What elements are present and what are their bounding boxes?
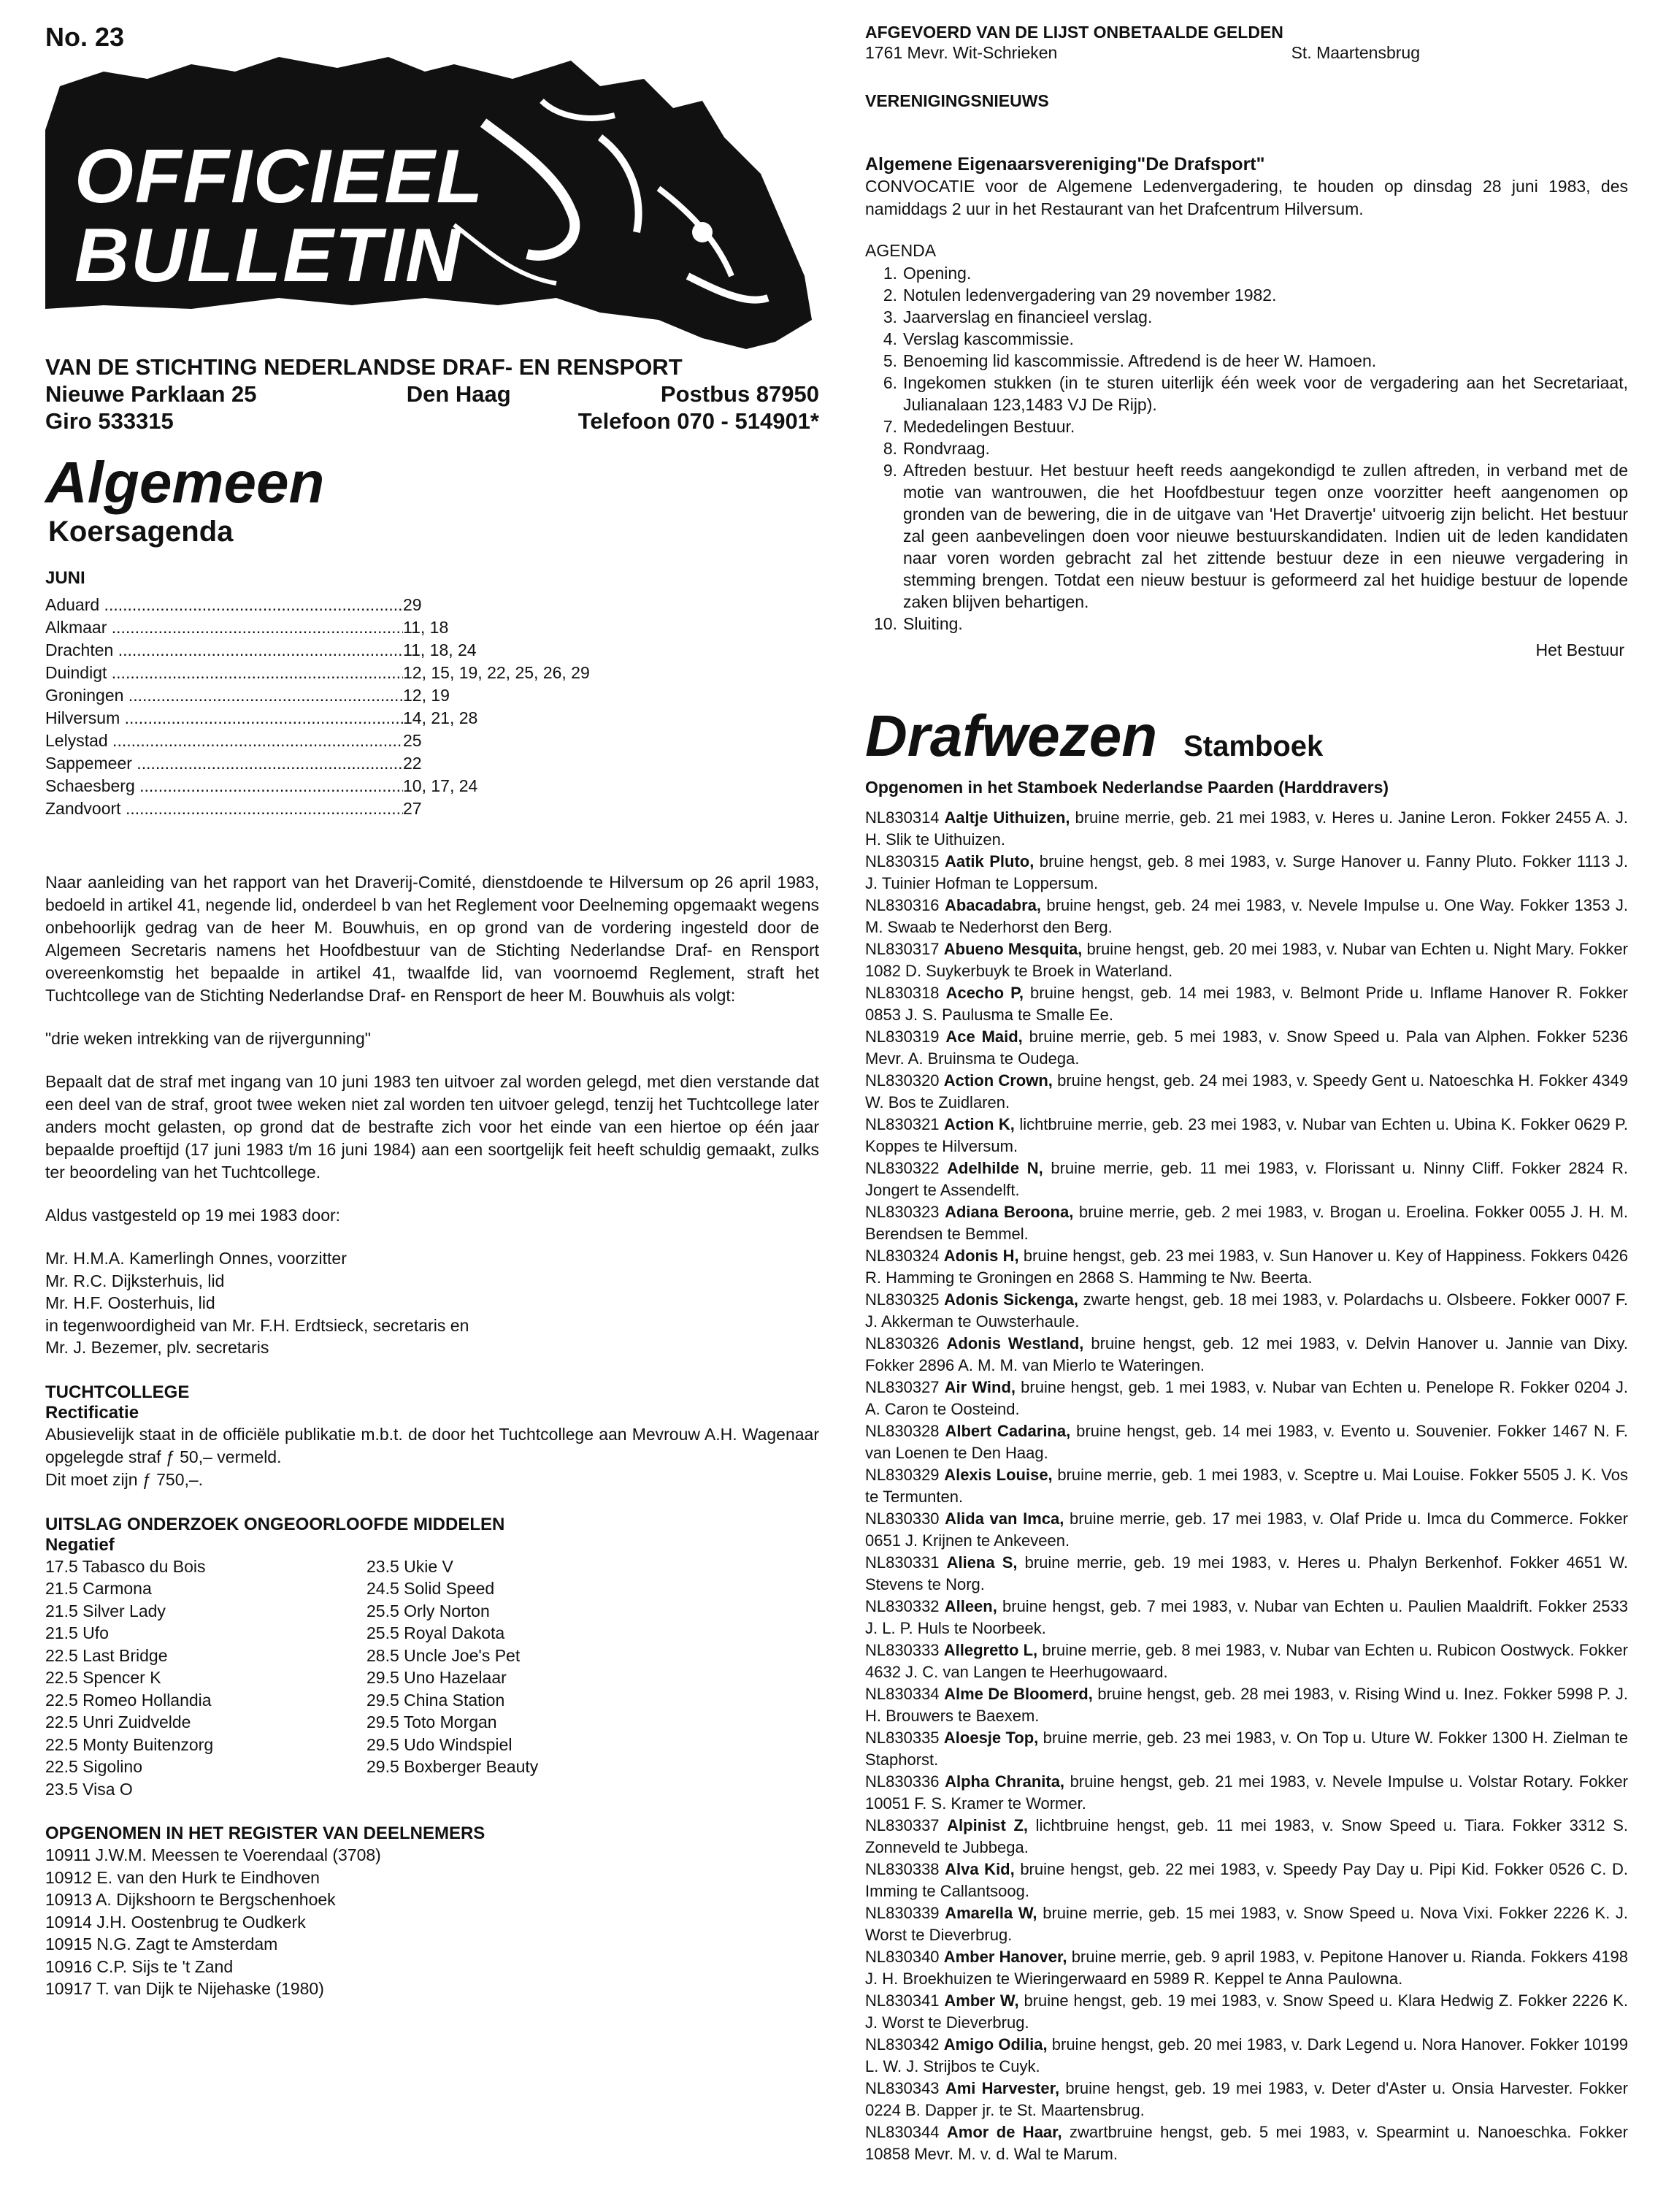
entry-text: bruine hengst, geb. 22 mei 1983, v. Speedy Pay Day u. Pipi Kid. Fokker 0526 C. D. Imming te Callantsoog.: [865, 1860, 1628, 1900]
agenda-item-number: 4.: [883, 329, 897, 348]
agenda-item-text: Verslag kascommissie.: [903, 329, 1074, 348]
stamboek-entry: [865, 1157, 1628, 1201]
agenda-title: AGENDA: [865, 241, 937, 260]
org-block: [45, 353, 819, 435]
uitslag-title: UITSLAG ONDERZOEK ONGEOORLOOFDE MIDDELEN: [45, 1514, 505, 1534]
org-phone: Telefoon 070 - 514901*: [577, 408, 819, 434]
agenda-row: [45, 707, 819, 730]
entry-text: lichtbruine merrie, geb. 23 mei 1983, v. Nubar van Echten u. Ubina K. Fokker 0629 P. Koppes te Hilversum.: [865, 1115, 1628, 1155]
agenda-item-text: Rondvraag.: [903, 439, 990, 458]
tucht-subtitle: Rectificatie: [45, 1402, 139, 1423]
entry-code: NL830329: [865, 1466, 945, 1484]
uitslag-item: 22.5 Last Bridge: [45, 1645, 168, 1665]
entry-name: Amigo Odilia,: [943, 2035, 1048, 2054]
register-item: 10917 T. van Dijk te Nijehaske (1980): [45, 1979, 324, 1998]
agenda-place: Zandvoort .....: [45, 797, 403, 820]
agenda-item-text: Aftreden bestuur. Het bestuur heeft reeds aangekondigd te zullen aftreden, in verband met de motie van wantrouwen, die het Hoofdbestuur tegen onze voorzitter heeft aangenomen op gronden van de bewering, die in de uitgave van 'Het Dravertje' uitvoerig zijn belicht. Het bestuur zal geen aanbevelingen doen voor nieuwe bestuurskandidaten. Indien uit de leden kandidaten naar voren worden gebracht zal het zittende bestuur deze in een nieuwe vergadering in stemming brengen. Totdat een nieuw bestuur is geformeerd zal het huidige bestuur de lopende zaken blijven behartigen.: [903, 461, 1628, 611]
entry-name: Adelhilde N,: [947, 1159, 1043, 1177]
agenda-place: Sappemeer .....: [45, 752, 403, 775]
register-item: 10912 E. van den Hurk te Eindhoven: [45, 1867, 320, 1887]
stamboek-entry: [865, 1683, 1628, 1727]
uitslag-item: 22.5 Monty Buitenzorg: [45, 1734, 214, 1754]
section-title-algemeen: Algemeen: [45, 450, 325, 515]
entry-name: Adiana Beroona,: [945, 1203, 1074, 1221]
entry-code: NL830325: [865, 1290, 945, 1309]
stamboek-entry: [865, 1114, 1628, 1157]
entry-text: bruine hengst, geb. 8 mei 1983, v. Surge Hanover u. Fanny Pluto. Fokker 1113 J. J. Tuinier Hofman te Loppersum.: [865, 852, 1628, 892]
org-name: VAN DE STICHTING NEDERLANDSE DRAF- EN RENSPORT: [45, 354, 683, 380]
uitslag-item: 21.5 Ufo: [45, 1623, 109, 1642]
entry-code: NL830320: [865, 1071, 944, 1090]
register-item: 10915 N.G. Zagt te Amsterdam: [45, 1934, 278, 1953]
uitslag-column-1: [45, 1555, 366, 1801]
entry-text: bruine hengst, geb. 19 mei 1983, v. Snow Speed u. Klara Hedwig Z. Fokker 2226 K. J. Worst te Dieverbrug.: [865, 1991, 1628, 2032]
entry-name: Adonis H,: [943, 1247, 1019, 1265]
entry-text: bruine merrie, geb. 5 mei 1983, v. Snow Speed u. Pala van Alphen. Fokker 5236 Mevr. A. Bruinsma te Oudega.: [865, 1027, 1628, 1068]
agenda-place: Aduard .....: [45, 594, 403, 616]
stamboek-entry: [865, 1727, 1628, 1771]
entry-text: bruine merrie, geb. 8 mei 1983, v. Nubar van Echten u. Rubicon Oostwyck. Fokker 4632 J. C. van Langen te Heerhugowaard.: [865, 1641, 1628, 1681]
agenda-place: Hilversum .....: [45, 707, 403, 730]
stamboek-entry: [865, 1333, 1628, 1377]
entry-code: NL830335: [865, 1729, 944, 1747]
uitslag-item: 21.5 Carmona: [45, 1579, 152, 1598]
tucht-text-2: Dit moet zijn ƒ 750,–.: [45, 1469, 204, 1489]
logo-text: [74, 134, 485, 298]
agenda-item-number: 10.: [874, 614, 897, 633]
logo-line-1: OFFICIEEL: [74, 134, 485, 219]
agenda-item: [865, 306, 1628, 328]
stamboek-entry: [865, 982, 1628, 1026]
entry-text: bruine hengst, geb. 24 mei 1983, v. Speedy Gent u. Natoeschka H. Fokker 4349 W. Bos te Zuidlaren.: [865, 1071, 1628, 1111]
agenda-dates: 27: [403, 799, 422, 818]
agenda-item: [865, 262, 1628, 284]
section-title-drafwezen: Drafwezen: [865, 703, 1158, 768]
stamboek-entry: [865, 1070, 1628, 1114]
entry-name: Alexis Louise,: [944, 1466, 1053, 1484]
uitslag-list: [45, 1555, 819, 1801]
entry-code: NL830342: [865, 2035, 944, 2054]
stamboek-entry: [865, 1464, 1628, 1508]
agenda-item: [865, 459, 1628, 613]
afgevoerd-title: AFGEVOERD VAN DE LIJST ONBETAALDE GELDEN: [865, 23, 1283, 42]
agenda-row: [45, 797, 819, 820]
drafwezen-header: [865, 703, 1628, 769]
tucht-text: Abusievelijk staat in de officiële publikatie m.b.t. de door het Tuchtcollege aan Mevrouw A.H. Wagenaar opgelegde straf ƒ 50,– vermeld.: [45, 1424, 819, 1466]
afgevoerd-name: 1761 Mevr. Wit-Schrieken: [865, 43, 1058, 62]
entry-code: NL830322: [865, 1159, 948, 1177]
org-address: Nieuwe Parklaan 25: [45, 381, 257, 407]
agenda-item-text: Jaarverslag en financieel verslag.: [903, 307, 1153, 326]
agenda-row: [45, 662, 819, 684]
agenda-row: [45, 752, 819, 775]
stamboek-entry: [865, 1552, 1628, 1596]
entry-name: Ace Maid,: [945, 1027, 1023, 1046]
entry-code: NL830332: [865, 1597, 945, 1615]
entry-name: Albert Cadarina,: [945, 1422, 1071, 1440]
entry-code: NL830340: [865, 1948, 944, 1966]
entry-name: Air Wind,: [944, 1378, 1016, 1396]
stamboek-entry: [865, 1289, 1628, 1333]
entry-text: bruine merrie, geb. 23 mei 1983, v. On Top u. Uture W. Fokker 1300 H. Zielman te Staphorst.: [865, 1729, 1628, 1769]
stamboek-entry: [865, 895, 1628, 938]
entry-text: bruine merrie, geb. 19 mei 1983, v. Heres u. Phalyn Berkenhof. Fokker 4651 W. Stevens te Norg.: [865, 1553, 1628, 1593]
section-subtitle-stamboek: Stamboek: [1183, 730, 1324, 762]
signer-line: Mr. H.M.A. Kamerlingh Onnes, voorzitter: [45, 1249, 347, 1268]
agenda-row: [45, 594, 819, 616]
agenda-item-text: Opening.: [903, 264, 972, 283]
entry-code: NL830343: [865, 2079, 945, 2097]
entry-code: NL830316: [865, 896, 945, 914]
entry-code: NL830314: [865, 808, 945, 827]
afgevoerd-row: [865, 42, 1420, 63]
entry-code: NL830323: [865, 1203, 945, 1221]
uitslag-column-2: [366, 1555, 538, 1801]
entry-code: NL830341: [865, 1991, 945, 2010]
signer-line: Mr. R.C. Dijksterhuis, lid: [45, 1271, 225, 1290]
register-item: 10913 A. Dijkshoorn te Bergschenhoek: [45, 1890, 336, 1909]
meeting-agenda-list: [865, 262, 1628, 635]
entry-name: Action Crown,: [943, 1071, 1053, 1090]
uitslag-item: 29.5 Toto Morgan: [366, 1712, 497, 1731]
entry-text: bruine hengst, geb. 21 mei 1983, v. Nevele Impulse u. Volstar Rotary. Fokker 10051 F. S. Kramer te Wormer.: [865, 1772, 1628, 1813]
register-item: 10916 C.P. Sijs te 't Zand: [45, 1956, 234, 1976]
entry-code: NL830331: [865, 1553, 947, 1572]
org-postbus: Postbus 87950: [660, 381, 819, 407]
stamboek-entry: [865, 1596, 1628, 1639]
agenda-dates: 22: [403, 754, 422, 773]
tucht-title: TUCHTCOLLEGE: [45, 1382, 190, 1402]
entry-name: Amber W,: [944, 1991, 1019, 2010]
stamboek-entry: [865, 1420, 1628, 1464]
stamboek-entry: [865, 2121, 1628, 2165]
ruling-paragraph-2: Bepaalt dat de straf met ingang van 10 juni 1983 ten uitvoer zal worden gelegd, met dien verstande dat een deel van de straf, groot twee weken niet zal worden ten uitvoer gelegd, tenzij het Tuchtcollege later anders mocht gelasten, op grond dat de bestrafte zich voor het einde van een hiertoe op één jaar bepaalde proeftijd (17 juni 1983 t/m 16 juni 1984) aan een soortgelijk feit heeft schuldig gemaakt, zulks ter beoordeling van het Tuchtcollege.: [45, 1072, 819, 1182]
agenda-row: [45, 684, 819, 707]
agenda-item-text: Sluiting.: [903, 614, 963, 633]
entry-name: Acecho P,: [945, 984, 1024, 1002]
stamboek-entry: [865, 1990, 1628, 2034]
entry-code: NL830321: [865, 1115, 945, 1133]
uitslag-item: 28.5 Uncle Joe's Pet: [366, 1645, 521, 1665]
uitslag-item: 17.5 Tabasco du Bois: [45, 1556, 206, 1576]
entry-text: bruine merrie, geb. 9 april 1983, v. Pepitone Hanover u. Rianda. Fokkers 4198 J. H. Broekhuizen te Wieringerwaard en 5989 R. Keppel te Anna Paulowna.: [865, 1948, 1628, 1988]
stamboek-entry: [865, 2078, 1628, 2121]
uitslag-item: 29.5 China Station: [366, 1690, 505, 1710]
ruling-date: Aldus vastgesteld op 19 mei 1983 door:: [45, 1206, 341, 1225]
entry-name: Ami Harvester,: [945, 2079, 1060, 2097]
entry-name: Alpinist Z,: [947, 1816, 1029, 1834]
uitslag-item: 22.5 Spencer K: [45, 1668, 161, 1687]
stamboek-entry: [865, 1026, 1628, 1070]
entry-text: zwartbruine hengst, geb. 5 mei 1983, v. Spearmint u. Nanoeschka. Fokker 10858 Mevr. M. v. d. Wal te Marum.: [865, 2123, 1628, 2163]
agenda-item-number: 9.: [883, 461, 897, 480]
agenda-item-number: 8.: [883, 439, 897, 458]
agenda-dates: 29: [403, 595, 422, 614]
entry-code: NL830318: [865, 984, 946, 1002]
entry-code: NL830326: [865, 1334, 947, 1352]
uitslag-item: 22.5 Romeo Hollandia: [45, 1690, 212, 1710]
entry-code: NL830337: [865, 1816, 948, 1834]
register-list: [45, 1844, 819, 2000]
entry-text: bruine hengst, geb. 14 mei 1983, v. Evento u. Souvenier. Fokker 1467 N. F. van Loenen te Den Haag.: [865, 1422, 1628, 1462]
stamboek-entry: [865, 938, 1628, 982]
entry-text: bruine hengst, geb. 14 mei 1983, v. Belmont Pride u. Inflame Hanover R. Fokker 0853 J. S. Paulusma te Smalle Ee.: [865, 984, 1628, 1024]
agenda-row: [45, 730, 819, 752]
section-subtitle-koersagenda: Koersagenda: [48, 516, 234, 548]
entry-name: Alva Kid,: [945, 1860, 1015, 1878]
agenda-dates: 14, 21, 28: [403, 708, 478, 727]
issue-number: No. 23: [45, 22, 125, 52]
entry-name: Aliena S,: [946, 1553, 1018, 1572]
agenda-month: JUNI: [45, 568, 85, 588]
entry-code: NL830324: [865, 1247, 944, 1265]
agenda-dates: 12, 19: [403, 686, 450, 705]
agenda-item-text: Ingekomen stukken (in te sturen uiterlijk één week voor de vergadering aan het Secretariaat, Julianalaan 123,1483 VJ De Rijp).: [903, 373, 1628, 414]
entry-name: Adonis Sickenga,: [944, 1290, 1078, 1309]
agenda-item: [865, 350, 1628, 372]
entry-text: bruine hengst, geb. 7 mei 1983, v. Nubar van Echten u. Paulien Maaldrift. Fokker 2533 J. L. P. Huls te Noorbeek.: [865, 1597, 1628, 1637]
entry-code: NL830327: [865, 1378, 945, 1396]
uitslag-item: 23.5 Visa O: [45, 1779, 133, 1799]
entry-code: NL830344: [865, 2123, 947, 2141]
uitslag-item: 29.5 Uno Hazelaar: [366, 1668, 507, 1687]
agenda-place: Duindigt .....: [45, 662, 403, 684]
agenda-row: [45, 775, 819, 797]
agenda-place: Alkmaar .....: [45, 616, 403, 639]
agenda-place: Schaesberg .....: [45, 775, 403, 797]
vereniging-title: VERENIGINGSNIEUWS: [865, 91, 1049, 110]
register-item: 10914 J.H. Oostenbrug te Oudkerk: [45, 1912, 306, 1932]
stamboek-entry: [865, 807, 1628, 851]
race-agenda-list: [45, 594, 819, 820]
uitslag-item: 25.5 Royal Dakota: [366, 1623, 505, 1642]
agenda-item-number: 3.: [883, 307, 897, 326]
entry-code: NL830317: [865, 940, 944, 958]
entry-text: bruine merrie, geb. 21 mei 1983, v. Heres u. Janine Leron. Fokker 2455 A. J. H. Slik te Uithuizen.: [865, 808, 1628, 849]
masthead: [45, 57, 819, 349]
entry-code: NL830333: [865, 1641, 944, 1659]
entry-code: NL830328: [865, 1422, 945, 1440]
agenda-item-number: 6.: [883, 373, 897, 392]
register-title: OPGENOMEN IN HET REGISTER VAN DEELNEMERS: [45, 1823, 485, 1843]
entry-name: Alleen,: [944, 1597, 997, 1615]
entry-text: bruine merrie, geb. 2 mei 1983, v. Brogan u. Eroelina. Fokker 0055 J. H. M. Berendsen te Bemmel.: [865, 1203, 1629, 1243]
agenda-item: [865, 284, 1628, 306]
entry-text: bruine hengst, geb. 20 mei 1983, v. Dark Legend u. Nora Hanover. Fokker 10199 L. W. J. Strijbos te Cuyk.: [865, 2035, 1628, 2075]
entry-name: Alpha Chranita,: [945, 1772, 1065, 1791]
afgevoerd-place: St. Maartensbrug: [1291, 43, 1420, 62]
uitslag-item: 24.5 Solid Speed: [366, 1579, 495, 1598]
uitslag-item: 29.5 Boxberger Beauty: [366, 1757, 539, 1776]
entry-code: NL830315: [865, 852, 945, 870]
signer-line: in tegenwoordigheid van Mr. F.H. Erdtsieck, secretaris en: [45, 1315, 469, 1335]
agenda-dates: 11, 18: [403, 618, 449, 637]
stamboek-list: [865, 807, 1628, 2165]
agenda-item: [865, 613, 1628, 635]
agenda-place: Groningen .....: [45, 684, 403, 707]
entry-name: Abacadabra,: [944, 896, 1041, 914]
left-column: [45, 22, 819, 2000]
ruling-paragraph-1: Naar aanleiding van het rapport van het Draverij-Comité, dienstdoende te Hilversum op 26 april 1983, bedoeld in artikel 41, negende lid, onderdeel b van het Reglement voor Deelneming opgemaakt wegens onbehoorlijk gedrag van de heer M. Bouwhuis, en op grond van de vordering ingesteld door de Algemeen Secretaris namens het Hoofdbestuur van de Stichting Nederlandse Draf- en Rensport overeenkomstig het bepaalde in artikel 41, twaalfde lid, van voornoemd Reglement, straft het Tuchtcollege van de Stichting Nederlandse Draf- en Rensport de heer M. Bouwhuis als volgt:: [45, 873, 819, 1005]
agenda-dates: 12, 15, 19, 22, 25, 26, 29: [403, 663, 590, 682]
stamboek-entry: [865, 2034, 1628, 2078]
agenda-item-number: 1.: [883, 264, 897, 283]
stamboek-entry: [865, 851, 1628, 895]
stamboek-heading: Opgenomen in het Stamboek Nederlandse Paarden (Harddravers): [865, 778, 1389, 797]
agenda-item-number: 5.: [883, 351, 897, 370]
entry-code: NL830336: [865, 1772, 945, 1791]
stamboek-entry: [865, 1201, 1628, 1245]
logo-line-2: BULLETIN: [74, 213, 462, 298]
signer-line: Mr. J. Bezemer, plv. secretaris: [45, 1338, 269, 1357]
entry-name: Allegretto L,: [943, 1641, 1038, 1659]
stamboek-entry: [865, 1859, 1628, 1902]
entry-name: Amber Hanover,: [943, 1948, 1067, 1966]
uitslag-item: 22.5 Unri Zuidvelde: [45, 1712, 191, 1731]
entry-text: bruine hengst, geb. 12 mei 1983, v. Delvin Hanover u. Jannie van Dixy. Fokker 2896 A. M. M. van Mierlo te Wateringen.: [865, 1334, 1628, 1374]
entry-name: Abueno Mesquita,: [943, 940, 1083, 958]
agenda-item-text: Benoeming lid kascommissie. Aftredend is de heer W. Hamoen.: [903, 351, 1377, 370]
uitslag-item: 23.5 Ukie V: [366, 1556, 453, 1576]
entry-name: Alme De Bloomerd,: [944, 1685, 1093, 1703]
agenda-item: [865, 437, 1628, 459]
entry-text: lichtbruine hengst, geb. 11 mei 1983, v. Snow Speed u. Tiara. Fokker 3312 S. Zonneveld te Jubbega.: [865, 1816, 1628, 1856]
entry-text: bruine merrie, geb. 11 mei 1983, v. Florissant u. Ninny Cliff. Fokker 2824 R. Jongert te Assendelft.: [865, 1159, 1629, 1199]
stamboek-entry: [865, 1508, 1628, 1552]
agenda-item-number: 2.: [883, 286, 897, 305]
entry-text: bruine hengst, geb. 20 mei 1983, v. Nubar van Echten u. Night Mary. Fokker 1082 D. Suykerbuyk te Broek in Waterland.: [865, 940, 1628, 980]
org-city: Den Haag: [406, 381, 511, 407]
entry-name: Adonis Westland,: [946, 1334, 1084, 1352]
signer-line: Mr. H.F. Oosterhuis, lid: [45, 1293, 215, 1312]
entry-code: NL830319: [865, 1027, 946, 1046]
vereniging-intro: CONVOCATIE voor de Algemene Ledenvergadering, te houden op dinsdag 28 juni 1983, des namiddags 2 uur in het Restaurant van het Drafcentrum Hilversum.: [865, 177, 1628, 218]
entry-code: NL830334: [865, 1685, 945, 1703]
entry-text: bruine hengst, geb. 23 mei 1983, v. Sun Hanover u. Key of Happiness. Fokkers 0426 R. Hamming te Groningen en 2868 S. Hamming te Nw. Beerta.: [865, 1247, 1628, 1287]
agenda-row: [45, 616, 819, 639]
entry-text: bruine hengst, geb. 28 mei 1983, v. Rising Wind u. Inez. Fokker 5998 P. J. H. Brouwers te Baexem.: [865, 1685, 1628, 1725]
entry-name: Aaltje Uithuizen,: [944, 808, 1070, 827]
entry-name: Alida van Imca,: [945, 1509, 1064, 1528]
entry-text: bruine merrie, geb. 15 mei 1983, v. Snow Speed u. Nova Vixi. Fokker 2226 K. J. Worst te Dieverbrug.: [865, 1904, 1629, 1944]
ruling-quote: "drie weken intrekking van de rijvergunning": [45, 1029, 371, 1048]
entry-name: Aloesje Top,: [943, 1729, 1039, 1747]
entry-name: Aatik Pluto,: [944, 852, 1034, 870]
agenda-item: [865, 328, 1628, 350]
agenda-dates: 25: [403, 731, 422, 750]
entry-name: Amor de Haar,: [946, 2123, 1062, 2141]
stamboek-entry: [865, 1946, 1628, 1990]
uitslag-item: 25.5 Orly Norton: [366, 1601, 490, 1620]
entry-code: NL830339: [865, 1904, 945, 1922]
vereniging-sign: Het Bestuur: [1535, 640, 1624, 659]
stamboek-entry: [865, 1245, 1628, 1289]
agenda-place: Drachten .....: [45, 639, 403, 662]
entry-text: zwarte hengst, geb. 18 mei 1983, v. Polardachs u. Olsbeere. Fokker 0007 F. J. Akkerman te Ouwsterhaule.: [865, 1290, 1628, 1331]
agenda-row: [45, 639, 819, 662]
agenda-item-text: Notulen ledenvergadering van 29 november 1982.: [903, 286, 1277, 305]
stamboek-entry: [865, 1771, 1628, 1815]
entry-name: Amarella W,: [945, 1904, 1037, 1922]
org-giro: Giro 533315: [45, 408, 174, 434]
vereniging-org: Algemene Eigenaarsvereniging"De Drafsport": [865, 154, 1265, 175]
agenda-item-text: Mededelingen Bestuur.: [903, 417, 1075, 436]
agenda-item: [865, 416, 1628, 437]
stamboek-entry: [865, 1815, 1628, 1859]
stamboek-entry: [865, 1902, 1628, 1946]
agenda-dates: 10, 17, 24: [403, 776, 478, 795]
stamboek-entry: [865, 1639, 1628, 1683]
signers-list: [45, 1247, 819, 1359]
right-column: [865, 22, 1628, 2165]
agenda-item: [865, 372, 1628, 416]
uitslag-item: 22.5 Sigolino: [45, 1757, 142, 1776]
entry-text: bruine merrie, geb. 1 mei 1983, v. Sceptre u. Mai Louise. Fokker 5505 J. K. Vos te Termunten.: [865, 1466, 1628, 1506]
entry-text: bruine hengst, geb. 24 mei 1983, v. Nevele Impulse u. One Way. Fokker 1353 J. M. Swaab te Nederhorst den Berg.: [865, 896, 1628, 936]
register-item: 10911 J.W.M. Meessen te Voerendaal (3708): [45, 1845, 381, 1864]
stamboek-entry: [865, 1377, 1628, 1420]
uitslag-item: 29.5 Udo Windspiel: [366, 1734, 513, 1754]
entry-text: bruine hengst, geb. 1 mei 1983, v. Nubar van Echten u. Penelope R. Fokker 0204 J. A. Caron te Oosteind.: [865, 1378, 1628, 1418]
agenda-place: Lelystad .....: [45, 730, 403, 752]
uitslag-subtitle: Negatief: [45, 1534, 115, 1555]
agenda-dates: 11, 18, 24: [403, 640, 477, 659]
uitslag-item: 21.5 Silver Lady: [45, 1601, 166, 1620]
entry-name: Action K,: [944, 1115, 1015, 1133]
agenda-item-number: 7.: [883, 417, 897, 436]
entry-text: bruine hengst, geb. 19 mei 1983, v. Deter d'Aster u. Onsia Harvester. Fokker 0224 B. Dapper jr. te St. Maartensbrug.: [865, 2079, 1628, 2119]
entry-code: NL830330: [865, 1509, 945, 1528]
entry-code: NL830338: [865, 1860, 945, 1878]
entry-text: bruine merrie, geb. 17 mei 1983, v. Olaf Pride u. Imca du Commerce. Fokker 0651 J. Krijnen te Ankeveen.: [865, 1509, 1628, 1550]
